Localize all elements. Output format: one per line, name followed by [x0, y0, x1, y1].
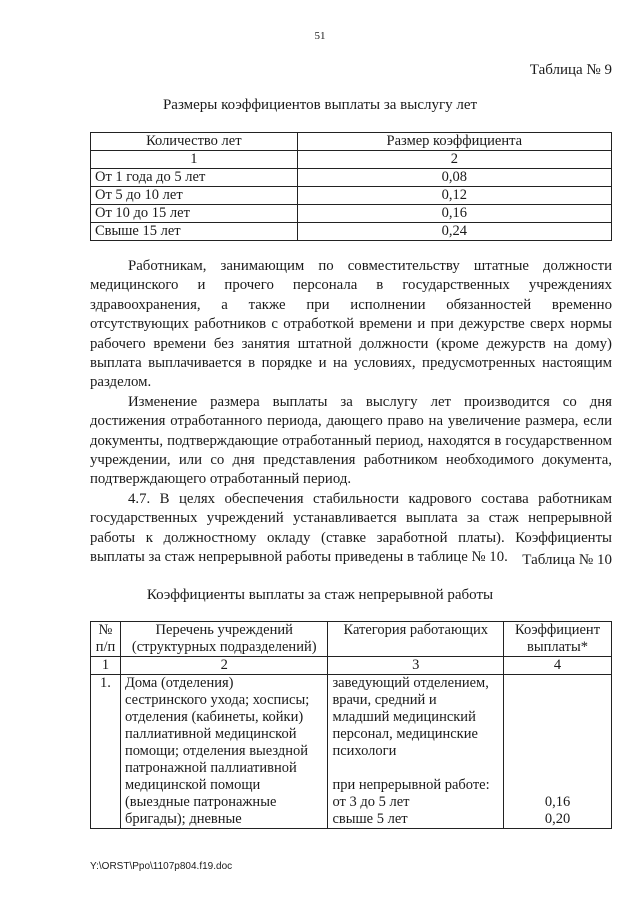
number-cell: 1 [91, 657, 121, 675]
table-row [91, 169, 612, 187]
paragraph: 4.7. В целях обеспечения стабильности кадрового состава работникам государственных учреждений устанавливается выплата за стаж непрерывной работы к должностному окладу (ставке заработной платы). Коэффициенты выплаты за стаж непрерывной работы приведены в таблице № 10. [90, 490, 612, 566]
number-cell: 4 [504, 657, 612, 675]
table-row [91, 675, 612, 829]
coefficient-value: 0,20 [544, 811, 571, 827]
institutions-cell: Дома (отделения) сестринского ухода; хосписы; отделения (кабинеты, койки) паллиативной медицинской помощи; отделения выездной патронажной паллиативной медицинской помощи (выездные патронажные бригады); дневные [120, 675, 328, 829]
header-cell: Коэффициент выплаты* [504, 622, 612, 657]
years-cell: Свыше 15 лет [91, 223, 298, 241]
category-cell: заведующий отделением, врачи, средний и младший медицинский персонал, медицинские психологи при непрерывной работе: от 3 до 5 лет свыше 5 лет [328, 675, 504, 829]
number-cell: 3 [328, 657, 504, 675]
body-text [90, 257, 612, 568]
number-cell: 2 [297, 151, 611, 169]
coefficient-cell: 0,16 [297, 205, 611, 223]
coefficient-cell [504, 675, 612, 829]
coefficient-cell: 0,24 [297, 223, 611, 241]
table-10-title: Коэффициенты выплаты за стаж непрерывной работы [146, 587, 494, 603]
table-10-label: Таблица № 10 [522, 552, 612, 568]
table-9 [90, 132, 612, 241]
coefficient-cell: 0,08 [297, 169, 611, 187]
years-cell: От 10 до 15 лет [91, 205, 298, 223]
row-number-cell: 1. [91, 675, 121, 829]
table-header-row [91, 133, 612, 151]
table-number-row [91, 151, 612, 169]
header-cell: Количество лет [91, 133, 298, 151]
coefficient-cell: 0,12 [297, 187, 611, 205]
years-cell: От 1 года до 5 лет [91, 169, 298, 187]
table-row [91, 223, 612, 241]
header-cell: № п/п [91, 622, 121, 657]
page-number: 51 [314, 30, 326, 42]
header-cell: Перечень учреждений (структурных подразделений) [120, 622, 328, 657]
file-path-footer: Y:\ORST\Ppo\1107p804.f19.doc [90, 861, 233, 872]
table-number-row [91, 657, 612, 675]
table-header-row [91, 622, 612, 657]
number-cell: 1 [91, 151, 298, 169]
table-9-label: Таблица № 9 [529, 62, 612, 78]
table-9-title: Размеры коэффициентов выплаты за выслугу лет [162, 97, 478, 113]
paragraph: Работникам, занимающим по совместительству штатные должности медицинского и прочего персонала в государственных учреждениях здравоохранения, а также при исполнении обязанностей временно отсутствующих работников с отработкой времени и при дежурстве сверх нормы рабочего времени без занятия штатной должности (кроме дежурств на дому) выплата выплачивается в порядке и на условиях, предусмотренных настоящим разделом. [90, 258, 612, 391]
table-10 [90, 621, 612, 829]
coefficient-value: 0,16 [544, 794, 571, 810]
table-row [91, 205, 612, 223]
years-cell: От 5 до 10 лет [91, 187, 298, 205]
table-row [91, 187, 612, 205]
paragraph: Изменение размера выплаты за выслугу лет производится со дня достижения отработанного периода, дающего право на увеличение размера, если документы, подтверждающие отработанный период, находятся в государственном учреждении, или со дня представления работником необходимого документа, подтверждающего отработанный период. [90, 393, 612, 488]
header-cell: Размер коэффициента [297, 133, 611, 151]
number-cell: 2 [120, 657, 328, 675]
header-cell: Категория работающих [328, 622, 504, 657]
